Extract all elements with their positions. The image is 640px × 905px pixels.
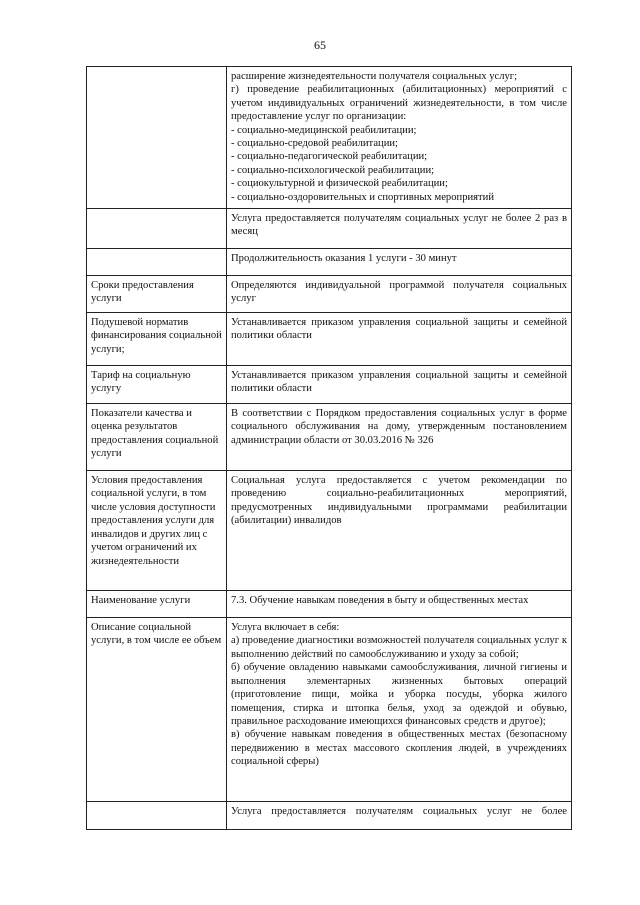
table-row <box>87 404 572 471</box>
list-item: г) проведение реабилитационных (абилитационных) мероприятий с учетом индивидуальных ограничений жизнедеятельности, в том числе предоставление услуг по организации: <box>231 84 567 123</box>
value-cell <box>227 67 572 209</box>
table-row <box>87 67 572 209</box>
list-item: Услуга включает в себя: <box>231 622 340 634</box>
label-cell: Сроки предоставления услуги <box>87 276 227 313</box>
list-item: - социально-психологической реабилитации; <box>231 164 435 176</box>
list-item: а) проведение диагностики возможностей получателя социальных услуг к выполнению действий по самообслуживанию и уходу за собой; <box>231 635 567 660</box>
value-cell: Продолжительность оказания 1 услуги - 30 минут <box>227 249 572 276</box>
label-cell: Показатели качества и оценка результатов предоставления социальной услуги <box>87 404 227 471</box>
list-item: - социально-средовой реабилитации; <box>231 138 398 150</box>
table-row <box>87 209 572 249</box>
table-row <box>87 249 572 276</box>
value-cell: Устанавливается приказом управления социальной защиты и семейной политики области <box>227 366 572 404</box>
value-cell: Услуга предоставляется получателям социальных услуг не более <box>227 802 572 830</box>
label-cell: Условия предоставления социальной услуги, в том числе условия доступности предоставления услуги для инвалидов и других лиц с учетом ограничений их жизнедеятельности <box>87 471 227 591</box>
label-cell <box>87 209 227 249</box>
label-cell <box>87 249 227 276</box>
value-cell <box>227 618 572 802</box>
table-row <box>87 366 572 404</box>
label-cell: Тариф на социальную услугу <box>87 366 227 404</box>
list-item: - социально-оздоровительных и спортивных мероприятий <box>231 191 494 203</box>
value-cell: В соответствии с Порядком предоставления социальных услуг в форме социального обслуживания на дому, утвержденным постановлением администрации области от 30.03.2016 № 326 <box>227 404 572 471</box>
service-table <box>86 66 572 830</box>
value-cell: Услуга предоставляется получателям социальных услуг не более 2 раз в месяц <box>227 209 572 249</box>
table-row <box>87 471 572 591</box>
label-cell: Наименование услуги <box>87 591 227 618</box>
list-item: б) обучение овладению навыками самообслуживания, личной гигиены и выполнения элементарных жизненных бытовых операций (приготовление пищи, мойка и уборка посуды, уборка жилого помещения, стирка и штопка белья, уход за одеждой и обувью, правильное расходование имеющихся финансовых средств и другое); <box>231 662 567 727</box>
table-row <box>87 591 572 618</box>
table-row <box>87 618 572 802</box>
value-cell: Определяются индивидуальной программой получателя социальных услуг <box>227 276 572 313</box>
list-item: - социокультурной и физической реабилитации; <box>231 178 448 190</box>
value-cell: Устанавливается приказом управления социальной защиты и семейной политики области <box>227 313 572 366</box>
table-row <box>87 802 572 830</box>
label-cell <box>87 802 227 830</box>
value-cell: 7.3. Обучение навыкам поведения в быту и общественных местах <box>227 591 572 618</box>
label-cell: Подушевой норматив финансирования социальной услуги; <box>87 313 227 366</box>
list-item: в) обучение навыкам поведения в общественных местах (безопасному передвижению в местах массового скопления людей, в учреждениях социальной сферы) <box>231 729 567 768</box>
label-cell: Описание социальной услуги, в том числе ее объем <box>87 618 227 802</box>
value-cell: Социальная услуга предоставляется с учетом рекомендации по проведению социально-реабилитационных мероприятий, предусмотренных индивидуальными программами реабилитации (абилитации) инвалидов <box>227 471 572 591</box>
page-number: 65 <box>314 38 326 52</box>
label-cell <box>87 67 227 209</box>
list-item: расширение жизнедеятельности получателя социальных услуг; <box>231 71 518 82</box>
table-row <box>87 276 572 313</box>
list-item: - социально-педагогической реабилитации; <box>231 151 428 163</box>
table-row <box>87 313 572 366</box>
list-item: - социально-медицинской реабилитации; <box>231 124 417 136</box>
